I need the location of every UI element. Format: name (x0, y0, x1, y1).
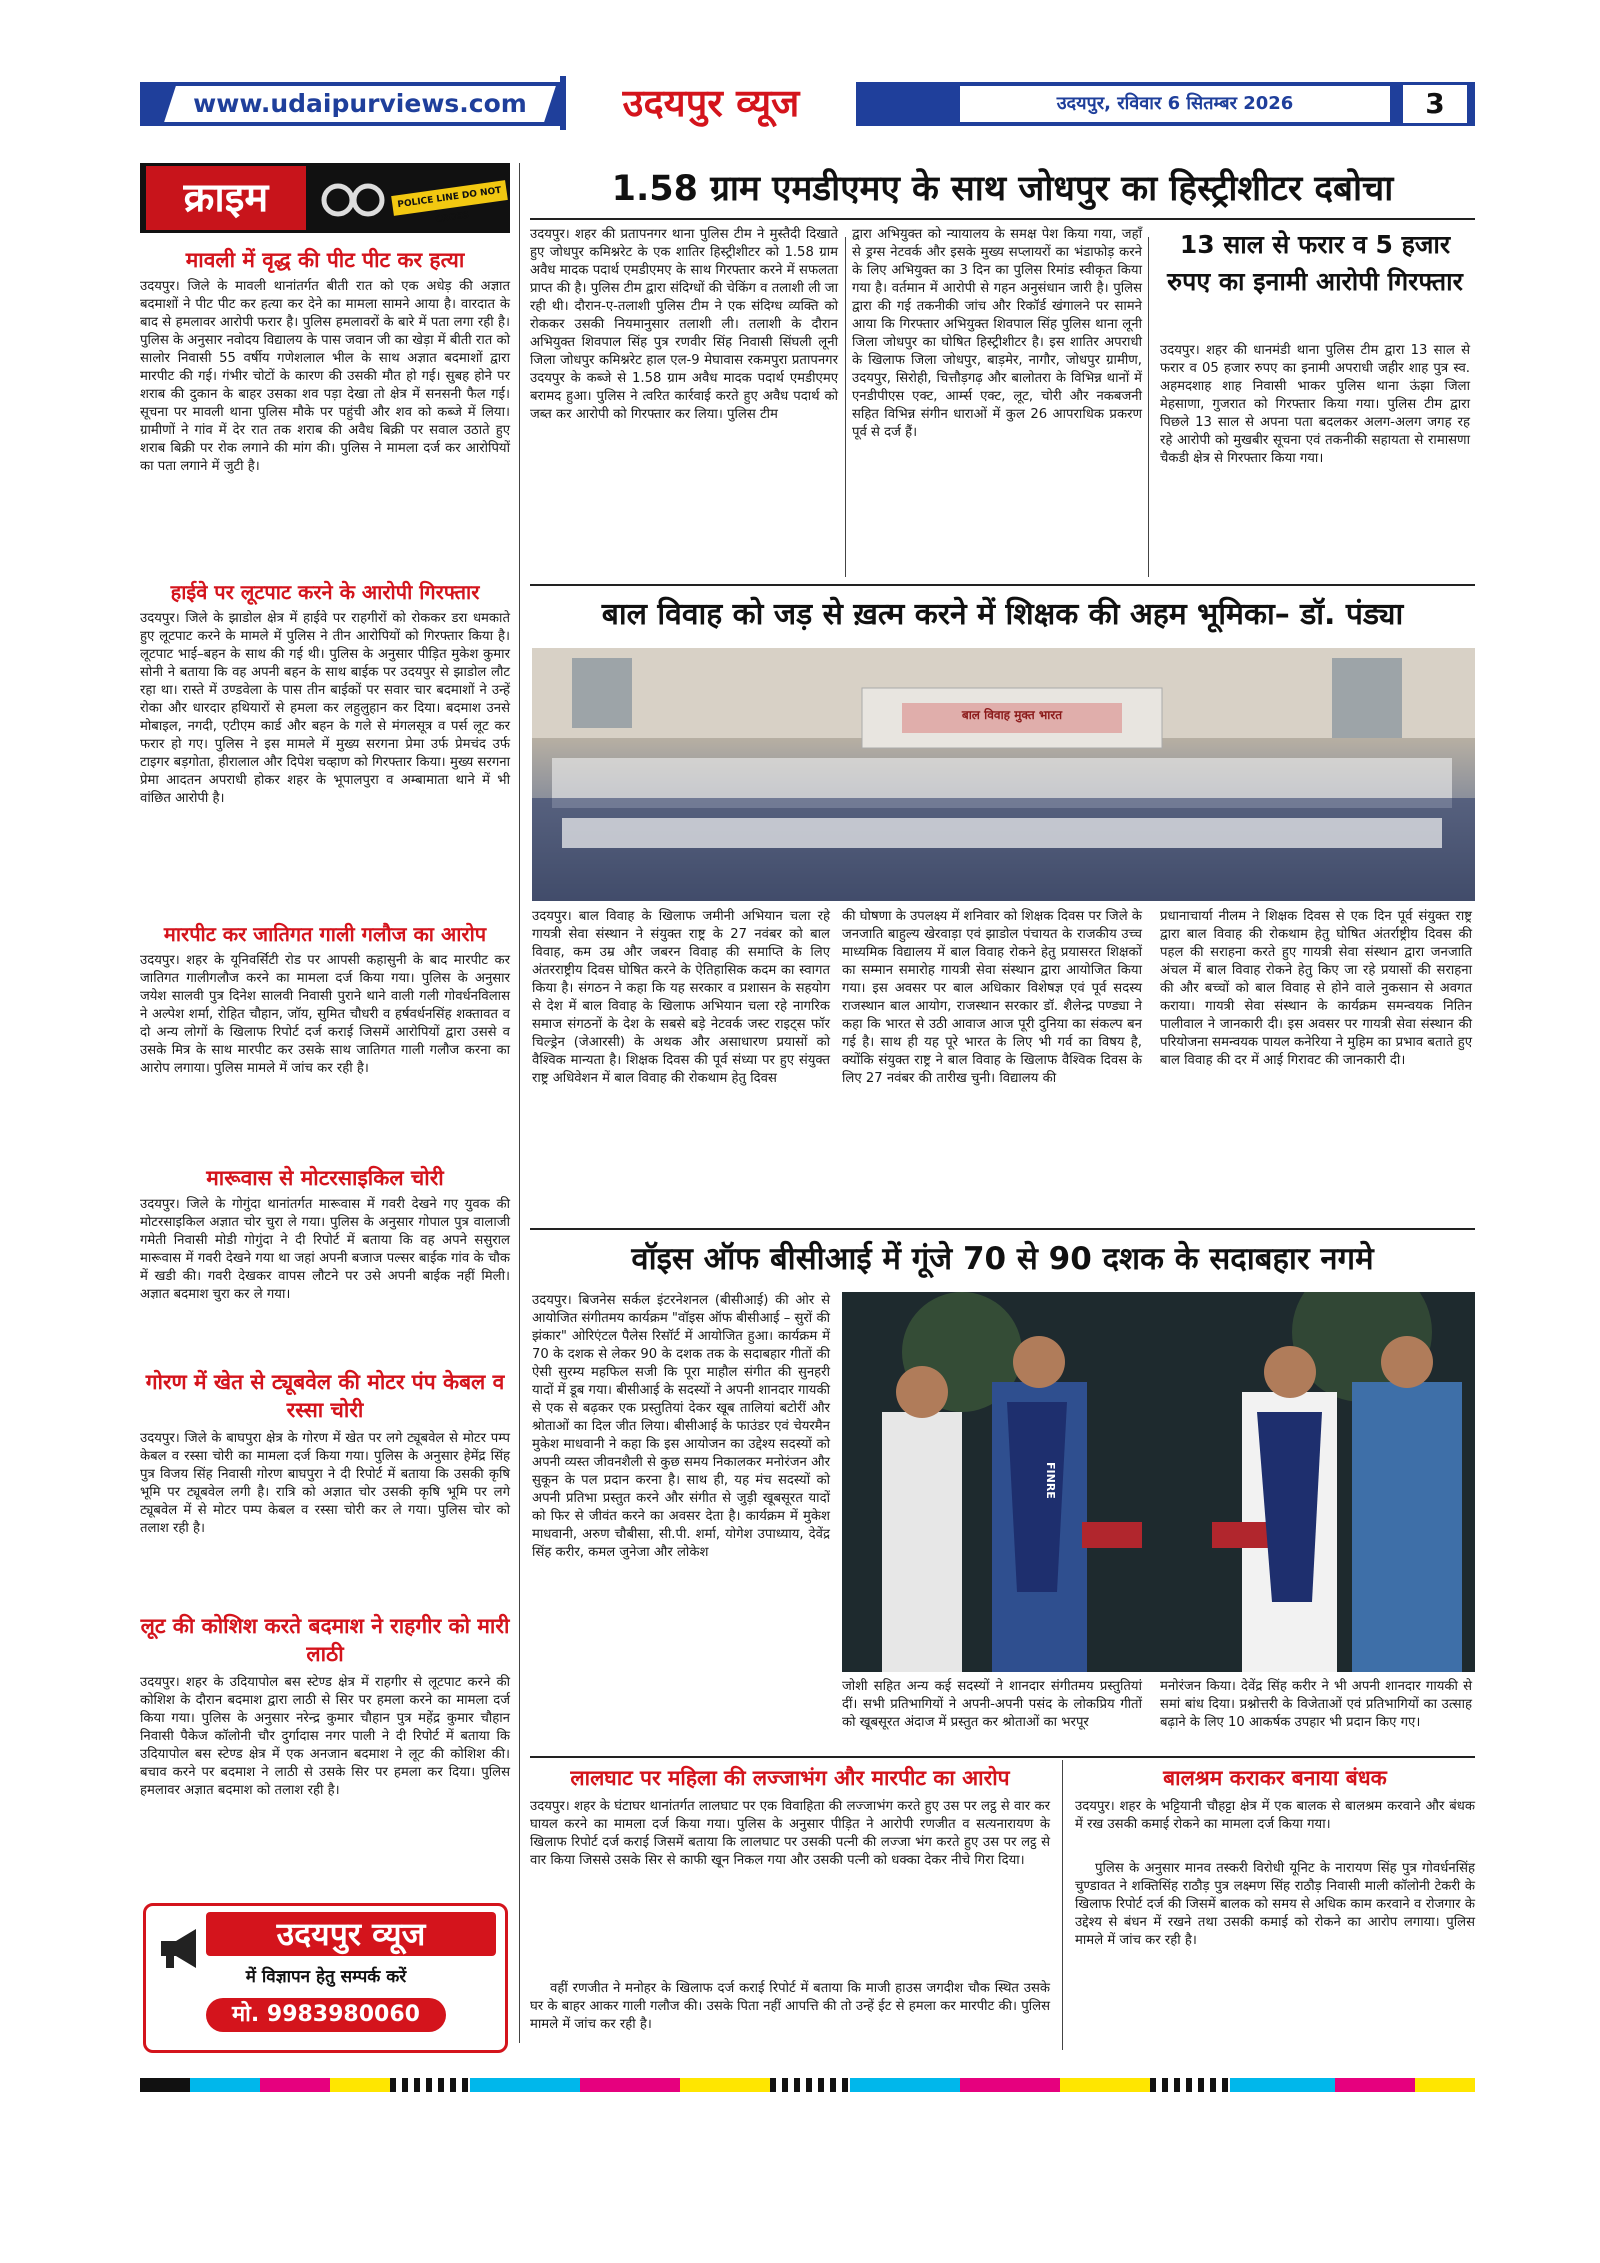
child-labour-body-2: पुलिस के अनुसार मानव तस्करी विरोधी यूनिट के नारायण सिंह पुत्र गोवर्धनसिंह चुण्डावत ने शक्तिसिंह राठौड़ पुत्र लक्ष्मण सिंह राठौड़ निवासी माली कॉलोनी टेकरी के खिलाफ रिपोर्ट दर्ज की जिसमें बालक को समय से अधिक काम करवाने व रोजगार के उद्देश्य से बंधन में रखने तथा उसकी कमाई को रोकने का आरोप लगाया। पुलिस मामले में जांच कर रही है। (1075, 1861, 1475, 1948)
site-url[interactable]: www.udaipurviews.com (193, 89, 527, 118)
column-divider (519, 163, 520, 2043)
child-marriage-headline[interactable]: बाल विवाह को जड़ से ख़त्म करने में शिक्षक की अहम भूमिका– डॉ. पंड्या (601, 597, 1404, 632)
story-body: उदयपुर। शहर के उदियापोल बस स्टेण्ड क्षेत्र में राहगीर से लूटपाट करने की कोशिश के दौरान बदमाश द्वारा लाठी से सिर पर हमला करने का मामला दर्ज किया गया। पुलिस के अनुसार नरेन्द्र कुमार चौहान पुत्र महेंद्र कुमार चौहान निवासी पैकेज कॉलोनी चौर दुर्गादास नगर पाली ने दी रिपोर्ट में बताया कि उदियापोल बस स्टेण्ड क्षेत्र में एक अनजान बदमाश ने लूट की कोशिश की। बचाव करने पर बदमाश ने लाठी से उसके सिर पर हमला कर दिया। पुलिस हमलावर अज्ञात बदमाश को तलाश रही है। (140, 1675, 510, 1798)
story-body: उदयपुर। जिले के गोगुंदा थानांतर्गत मारूवास में गवरी देखने गए युवक की मोटरसाइकिल अज्ञात चोर चुरा ले गया। पुलिस के अनुसार गोपाल पुत्र वालाजी गमेती निवासी मोडी गोगुंदा ने दी रिपोर्ट में बताया कि वह अपने ससुराल मारूवास में गवरी देखने गया था जहां अपनी बजाज पल्सर बाईक गांव के चौक में खडी की। गवरी देखकर वापस लौटने पर उसे अपनी बाईक नहीं मिली। अज्ञात बदमाश चुरा कर ले गया। (140, 1197, 510, 1302)
child-labour-body: उदयपुर। शहर के भट्टियानी चौहट्टा क्षेत्र में एक बालक से बालश्रम करवाने और बंधक में रख उसकी कमाई रोकने का मामला दर्ज किया गया। (1075, 1799, 1475, 1832)
rule (530, 1756, 1475, 1758)
story-headline[interactable]: मावली में वृद्ध की पीट पीट कर हत्या (185, 248, 465, 272)
column-divider (845, 237, 846, 577)
police-tape: POLICE LINE DO NOT CROSS (391, 180, 508, 216)
column-divider (1148, 237, 1149, 577)
voice-body-col1: उदयपुर। बिजनेस सर्कल इंटरनेशनल (बीसीआई) की ओर से आयोजित संगीतमय कार्यक्रम "वॉइस ऑफ बीसीआई – सुरों की झंकार" ओरिएंटल पैलेस रिसॉर्ट में आयोजित हुआ। कार्यक्रम में 70 के दशक से लेकर 90 के दशक तक के सदाबहार गीतों की ऐसी सुरम्य महफिल सजी कि पूरा माहौल संगीत की सुनहरी यादों में डूब गया। बीसीआई के सदस्यों ने अपनी शानदार गायकी से एक से बढ़कर एक प्रस्तुतियां देकर खूब तालियां बटोरीं और श्रोताओं का दिल जीत लिया। बीसीआई के फाउंडर एवं चेयरमैन मुकेश माधवानी ने कहा कि इस आयोजन का उद्देश्य सदस्यों को अपनी व्यस्त जीवनशैली से कुछ समय निकालकर मनोरंजन और सुकून के पल प्रदान करना है। साथ ही, यह मंच सदस्यों को अपनी प्रतिभा प्रस्तुत करने और संगीत से जुड़ी खूबसूरत यादों को फिर से जीवंत करने का अवसर देता है। कार्यक्रम में मुकेश माधवानी, अरुण चौबीसा, सी.पी. शर्मा, योगेश उपाध्याय, देवेंद्र सिंह करीर, कमल जुनेजा और लोकेश (532, 1293, 830, 1560)
school-group-photo (532, 648, 1475, 901)
story-headline[interactable]: मारपीट कर जातिगत गाली गलौज का आरोप (163, 922, 487, 946)
ad-tagline: में विज्ञापन हेतु सम्पर्क करें (245, 1967, 407, 1987)
story-headline[interactable]: लूट की कोशिश करते बदमाश ने राहगीर को मारी लाठी (140, 1614, 510, 1666)
child-labour-headline[interactable]: बालश्रम कराकर बनाया बंधक (1163, 1766, 1387, 1790)
color-registration-bar (140, 2078, 1475, 2092)
ad-brand: उदयपुर व्यूज (206, 1912, 496, 1956)
page-number: 3 (1400, 82, 1470, 126)
voice-body-col3: मनोरंजन किया। देवेंद्र सिंह करीर ने भी अपनी शानदार गायकी से समां बांध दिया। प्रश्नोत्तरी के विजेताओं एवं प्रतिभागियों का उत्साह बढ़ाने के लिए 10 आकर्षक उपहार भी प्रदान किए गए। (1160, 1679, 1472, 1730)
story-headline[interactable]: मारूवास से मोटरसाइकिल चोरी (206, 1166, 444, 1190)
side-headline[interactable]: 13 साल से फरार व 5 हजार रुपए का इनामी आरोपी गिरफ्तार (1167, 230, 1463, 296)
lalghat-body: उदयपुर। शहर के घंटाघर थानांतर्गत लालघाट पर एक विवाहिता की लज्जाभंग करते हुए उस पर लट्ठ से वार कर घायल करने का मामला दर्ज किया गया। पुलिस के अनुसार पीड़ित ने आरोपी रणजीत व सत्यनारायण के खिलाफ रिपोर्ट दर्ज कराई जिसमें बताया कि लालघाट पर उसकी पत्नी की लज्जा भंग करते हुए उस पर लट्ठ से वार किया जिससे उसके सिर से काफी खून निकल गया और उसकी पत्नी को धक्का देकर नीचे गिरा दिया। (530, 1799, 1050, 1868)
story-headline[interactable]: गोरण में खेत से ट्यूबवेल की मोटर पंप केबल व रस्सा चोरी (145, 1370, 505, 1422)
rule (530, 584, 1475, 586)
sash-text: FINRE (1044, 1462, 1057, 1499)
story-body: उदयपुर। जिले के मावली थानांतर्गत बीती रात को एक अधेड़ की अज्ञात बदमाशों ने पीट पीट कर हत्या कर देने का मामला सामने आया है। वारदात के बाद से हमलावर आरोपी फरार है। पुलिस हमलावरों के बारे में पता लगा रही है। पुलिस के अनुसार नवोदय विद्यालय के पास जवान जी का खेड़ा में बीती रात को सालोर निवासी 55 वर्षीय गणेशलाल भील के साथ अज्ञात बदमाशों द्वारा मारपीट की गई। गंभीर चोटों के कारण की उसकी मौत हो गई। सुबह होने पर शराब की दुकान के बाहर उसका शव पड़ा देखा तो क्षेत्र में सनसनी फैल गई। सूचना पर मावली थाना पुलिस मौके पर पहुंची और शव को कब्जे में लिया। ग्रामीणों ने गांव में देर रात तक शराब की अवैध बिक्री पर सवाल उठाते हुए शराब बिक्री पर रोक लगाने की मांग की। पुलिस ने मामला दर्ज कर आरोपियों का पता लगाने में जुटी है। (140, 279, 510, 474)
lead-body-col2: द्वारा अभियुक्त को न्यायालय के समक्ष पेश किया गया, जहाँ से ड्रग्स नेटवर्क और इसके मुख्य सप्लायरों का भंडाफोड़ करने के लिए अभियुक्त का 3 दिन का पुलिस रिमांड स्वीकृत किया गया है। वर्तमान में आरोपी से गहन अनुसंधान जारी है। पुलिस द्वारा की गई तकनीकी जांच और रिकॉर्ड खंगालने पर सामने आया कि गिरफ्तार अभियुक्त शिवपाल सिंह पुलिस थाना लूनी जिला जोधपुर का घोषित हिस्ट्रीशीटर है। इस शातिर अपराधी के खिलाफ जिला जोधपुर, बाड़मेर, नागौर, जोधपुर ग्रामीण, उदयपुर, सिरोही, चित्तौड़गढ़ और बालोतरा के विभिन्न थानों में एनडीपीएस एक्ट, आर्म्स एक्ट, लूट, चोरी और नकबजनी सहित विभिन्न संगीन धाराओं में कुल 26 आपराधिक प्रकरण पूर्व से दर्ज हैं। (852, 227, 1142, 440)
child-marriage-body-col3: प्रधानाचार्या नीलम ने शिक्षक दिवस से एक दिन पूर्व संयुक्त राष्ट्र द्वारा बाल विवाह की रोकथाम हेतु घोषित अंतर्राष्ट्रीय दिवस की पहल की सराहना करते हुए गायत्री सेवा संस्थान द्वारा जनजाति अंचल में बाल विवाह रोकने हेतु किए जा रहे प्रयासों की सराहना की और बच्चों को बाल विवाह से होने वाले नुकसान से अवगत कराया। गायत्री सेवा संस्थान के कार्यक्रम समन्वयक नितिन पालीवाल ने जानकारी दी। इस अवसर पर गायत्री सेवा संस्थान की परियोजना समन्वयक पायल कनेरिया ने मुहिम का प्रभाव बताते हुए बाल विवाह की दर में आई गिरावट की जानकारी दी। (1160, 909, 1472, 1068)
story-body: उदयपुर। जिले के बाघपुरा क्षेत्र के गोरण में खेत पर लगे ट्यूबवेल से मोटर पम्प केबल व रस्सा चोरी का मामला दर्ज किया गया। पुलिस के अनुसार हेमेंद्र सिंह पुत्र विजय सिंह निवासी गोरण बाघपुरा ने दी रिपोर्ट में बताया कि उसकी कृषि भूमि पर ट्यूबवेल लगी है। रात्रि को अज्ञात चोर उसकी कृषि भूमि पर लगे ट्यूबवेल में से मोटर पम्प केबल व रस्सा चोरी कर ले गया। पुलिस चोर को तलाश रही है। (140, 1431, 510, 1536)
event-photo (842, 1292, 1475, 1672)
issue-date: उदयपुर, रविवार 6 सितम्बर 2026 (960, 86, 1390, 122)
rule (530, 1228, 1475, 1230)
handcuffs-icon (318, 168, 388, 228)
lalghat-headline[interactable]: लालघाट पर महिला की लज्जाभंग और मारपीट का आरोप (570, 1766, 1010, 1790)
advertisement[interactable] (143, 1903, 508, 2053)
photo-banner-text: बाल विवाह मुक्त भारत (961, 708, 1063, 722)
lalghat-body-2: वहीं रणजीत ने मनोहर के खिलाफ दर्ज कराई रिपोर्ट में बताया कि माजी हाउस जगदीश चौक स्थित उसके घर के बाहर आकर गाली गलौज की। उसके पिता नहीं आपत्ति की तो उन्हें ईट से हमला कर मारपीट की। पुलिस मामले में जांच कर रही है। (530, 1981, 1050, 2032)
side-body: उदयपुर। शहर की धानमंडी थाना पुलिस टीम द्वारा 13 साल से फरार व 05 हजार रुपए का इनामी अपराधी जहीर शाह पुत्र स्व. अहमदशाह शाह निवासी भाकर पुलिस थाना ऊंझा जिला मेहसाणा, गुजरात को गिरफ्तार किया गया। पुलिस टीम द्वारा पिछले 13 साल से अपना पता बदलकर अलग-अलग जगह रह रहे आरोपी को मुखबीर सूचना एवं तकनीकी सहायता से रामासणा चैकडी क्षेत्र से गिरफ्तार किया गया। (1160, 343, 1470, 466)
lead-headline[interactable]: 1.58 ग्राम एमडीएमए के साथ जोधपुर का हिस्ट्रीशीटर दबोचा (611, 169, 1394, 209)
ad-phone[interactable]: मो. 9983980060 (206, 1998, 446, 2032)
rule (530, 218, 1475, 220)
crime-banner-title: क्राइम (146, 166, 306, 230)
story-body: उदयपुर। जिले के झाडोल क्षेत्र में हाईवे पर राहगीरों को रोककर डरा धमकाते हुए लूटपाट करने के मामले में पुलिस ने तीन आरोपियों को गिरफ्तार किया है। लूटपाट भाई–बहन के साथ की गई थी। पुलिस के अनुसार पीड़ित मुकेश कुमार सोनी ने बताया कि वह अपनी बहन के साथ बाईक पर उदयपुर से झाडोल लौट रहा था। रास्ते में उण्डवेला के पास तीन बाईकों पर सवार चार बदमाशों ने उन्हें रोका और धारदार हथियारों से हमला कर लहुलुहान कर दिया। बदमाश उनसे मोबाइल, नगदी, एटीएम कार्ड और बहन के गले से मंगलसूत्र व पर्स लूट कर फरार हो गए। पुलिस ने इस मामले में मुख्य सरगना प्रेमा उर्फ प्रेमचंद उर्फ टाइगर बड़गोता, हीरालाल और दिपेश चव्हाण को गिरफ्तार किया। मुख्य सरगना प्रेमा आदतन अपराधी होकर शहर के भूपालपुरा व अम्बामाता थाने में भी वांछित आरोपी है। (140, 611, 510, 806)
child-marriage-body-col1: उदयपुर। बाल विवाह के खिलाफ जमीनी अभियान चला रहे गायत्री सेवा संस्थान ने संयुक्त राष्ट्र के 27 नवंबर को बाल विवाह, कम उम्र और जबरन विवाह की समाप्ति के लिए अंतरराष्ट्रीय दिवस घोषित करने के ऐतिहासिक कदम का स्वागत किया है। संगठन ने कहा कि यह सरकार व प्रशासन के सहयोग से देश में बाल विवाह के खिलाफ अभियान चला रहे नागरिक समाज संगठनों के देश के सबसे बड़े नेटवर्क जस्ट राइट्स फॉर चिल्ड्रेन (जेआरसी) के अथक और असाधारण प्रयासों को वैश्विक मान्यता है। शिक्षक दिवस की पूर्व संध्या पर हुए संयुक्त राष्ट्र अधिवेशन में बाल विवाह की रोकथाम हेतु दिवस (532, 909, 830, 1086)
column-divider (1062, 1760, 1063, 2050)
voice-headline[interactable]: वॉइस ऑफ बीसीआई में गूंजे 70 से 90 दशक के सदाबहार नगमे (631, 1241, 1374, 1277)
voice-body-col2: जोशी सहित अन्य कई सदस्यों ने शानदार संगीतमय प्रस्तुतियां दीं। सभी प्रतिभागियों ने अपनी-अपनी पसंद के लोकप्रिय गीतों को खूबसूरत अंदाज में प्रस्तुत कर श्रोताओं का भरपूर (842, 1679, 1142, 1730)
lead-body-col1: उदयपुर। शहर की प्रतापनगर थाना पुलिस टीम ने मुस्तैदी दिखाते हुए जोधपुर कमिश्नरेट के एक शातिर हिस्ट्रीशीटर को 1.58 ग्राम अवैध मादक पदार्थ एमडीएमए के साथ गिरफ्तार करने में सफलता प्राप्त की है। पुलिस टीम द्वारा संदिग्धों की चेकिंग व तलाशी ली जा रही थी। दौरान-ए-तलाशी पुलिस टीम ने एक संदिग्ध व्यक्ति को रोककर उसकी नियमानुसार तलाशी ली। तलाशी के दौरान अभियुक्त शिवपाल सिंह पुत्र रणवीर सिंह निवासी सिंघली लूनी जिला जोधपुर कमिश्नरेट हाल एल-9 मेघावास रकमपुरा प्रतापनगर उदयपुर के कब्जे से 1.58 ग्राम अवैध मादक पदार्थ एमडीएमए बरामद हुआ। पुलिस ने त्वरित कार्रवाई करते हुए अवैध पदार्थ को जब्त कर आरोपी को गिरफ्तार कर लिया। पुलिस टीम (530, 227, 838, 422)
masthead-logo: उदयपुर व्यूज (560, 76, 856, 130)
story-body: उदयपुर। शहर के यूनिवर्सिटी रोड पर आपसी कहासुनी के बाद मारपीट कर जातिगत गालीगलौज करने का मामला दर्ज किया गया। पुलिस के अनुसार जयेश सालवी पुत्र दिनेश सालवी निवासी पुराने थाने वाली गली गोवर्धनविलास ने अल्पेश शर्मा, रोहित चौहान, जॉय, सुमित चौधरी व हर्षवर्धनसिंह शक्तावत व दो अन्य लोगों के खिलाफ रिपोर्ट दर्ज कराई जिसमें आरोपियों द्वारा उससे व उसके मित्र के साथ मारपीट कर उसके साथ जातिगत गाली गलौज करना का आरोप लगाया। पुलिस मामले में जांच कर रही है। (140, 953, 510, 1076)
story-headline[interactable]: हाईवे पर लूटपाट करने के आरोपी गिरफ्तार (170, 580, 480, 604)
child-marriage-body-col2: की घोषणा के उपलक्ष्य में शनिवार को शिक्षक दिवस पर जिले के जनजाति बाहुल्य खेरवाड़ा एवं झाडोल पंचायत के राजकीय उच्च माध्यमिक विद्यालय में बाल विवाह रोकने हेतु प्रयासरत शिक्षकों का सम्मान समारोह गायत्री सेवा संस्थान द्वारा आयोजित किया गया। इस अवसर पर बाल अधिकार विशेषज्ञ एवं पूर्व सदस्य राजस्थान बाल आयोग, राजस्थान सरकार डॉ. शैलेन्द्र पण्ड्या ने कहा कि भारत से उठी आवाज आज पूरी दुनिया का संकल्प बन गई है। साथ ही यह पूरे भारत के लिए भी गर्व का विषय है, क्योंकि संयुक्त राष्ट्र ने बाल विवाह के खिलाफ वैश्विक दिवस के लिए 27 नवंबर की तारीख चुनी। विद्यालय की (842, 909, 1142, 1086)
